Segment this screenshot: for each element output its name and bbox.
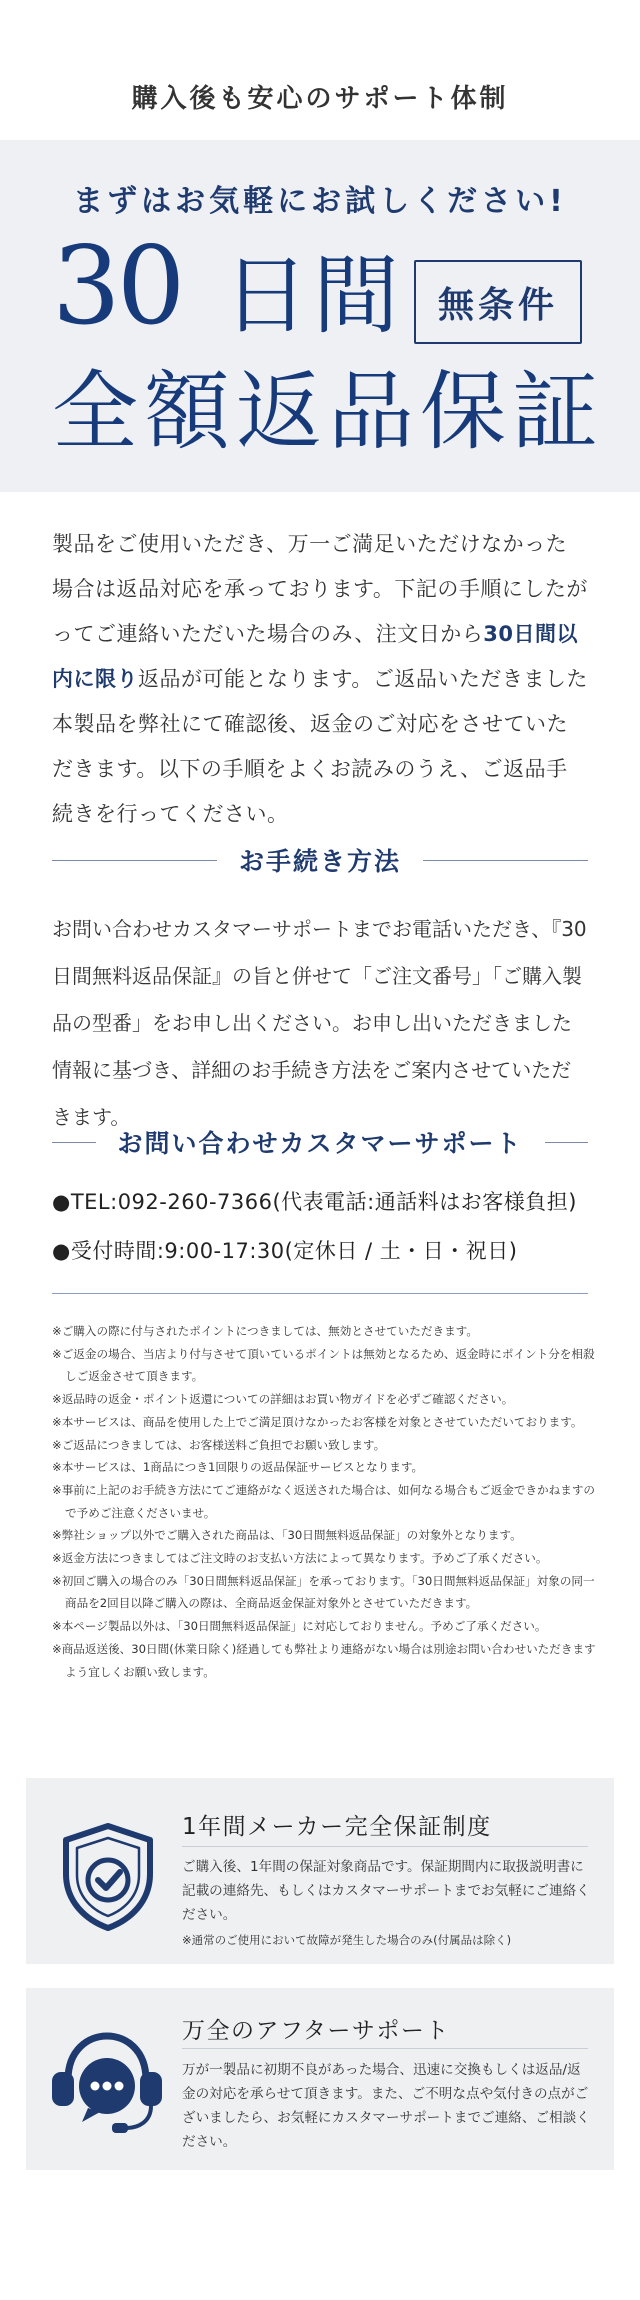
intro-text-2: 返品が可能となります。ご返品いただきました本製品を弊社にて確認後、返金のご対応をさせていただきます。以下の手順をよくお読みのうえ、ご返品手続きを行ってください。 [52, 667, 588, 826]
notes-list [52, 1320, 598, 1683]
hero-days: 日間 [223, 246, 403, 346]
hero-main-title: 全額返品保証 [52, 362, 604, 462]
procedure-heading-text: お手続き方法 [239, 847, 402, 876]
note-item: ※本ページ製品以外は、「30日間無料返品保証」に対応しておりません。予めご了承ください。 [52, 1619, 547, 1634]
procedure-text: お問い合わせカスタマーサポートまでお電話いただき、『30日間無料返品保証』の旨と併せて「ご注文番号」「ご購入製品の型番」をお申し出ください。お申し出いただきました情報に基づき、詳細のお手続き方法をご案内させていただきます。 [52, 917, 587, 1129]
intro-text-1: 製品をご使用いただき、万一ご満足いただけなかった場合は返品対応を承っております。下記の手順にしたがってご連絡いただいた場合のみ、注文日から [52, 532, 588, 646]
note-item: ※弊社ショップ以外でご購入された商品は、「30日間無料返品保証」の対象外となります。 [52, 1528, 522, 1543]
intro-highlight: 30日間以内に限り [52, 622, 578, 691]
note-item: ※商品返送後、30日間(休業日除く)経過しても弊社より連絡がない場合は別途お問い合わせいただきますよう宜しくお願い致します。 [52, 1641, 596, 1679]
warranty-title: 1年間メーカー完全保証制度 [182, 1814, 492, 1840]
note-item: ※返金方法につきましてはご注文時のお支払い方法によって異なります。予めご了承ください。 [52, 1551, 548, 1566]
support-heading [52, 1122, 588, 1162]
note-item: ※本サービスは、1商品につき1回限りの返品保証サービスとなります。 [52, 1460, 424, 1475]
heading-rule [423, 860, 588, 861]
after-support-card [26, 1988, 614, 2170]
card-separator [182, 1846, 588, 1847]
support-heading-text: お問い合わせカスタマーサポート [117, 1129, 523, 1158]
support-tel: ●TEL:092-260-7366(代表電話:通話料はお客様負担) [52, 1190, 577, 1214]
card-separator [182, 2048, 588, 2049]
procedure-heading [52, 840, 588, 880]
note-item: ※事前に上記のお手続き方法にてご連絡がなく返送された場合は、如何なる場合もご返金できかねますので予めご注意くださいませ。 [52, 1482, 596, 1520]
divider [52, 1293, 588, 1294]
after-support-title: 万全のアフターサポート [182, 2018, 450, 2044]
heading-rule [52, 1142, 96, 1143]
heading-rule [52, 860, 217, 861]
hero-subtitle: まずはお気軽にお試しください! [73, 184, 567, 219]
note-item: ※本サービスは、商品を使用した上でご満足頂けなかったお客様を対象とさせていただいております。 [52, 1414, 583, 1429]
after-support-body: 万が一製品に初期不良があった場合、迅速に交換もしくは返品/返金の対応を承らせて頂きます。また、ご不明な点や気付きの点がございましたら、お気軽にカスタマーサポートまでご連絡、ご相談ください。 [182, 2062, 590, 2150]
heading-rule [545, 1142, 589, 1143]
warranty-card [26, 1778, 614, 1964]
shield-check-icon [58, 1822, 158, 1932]
note-item: ※返品時の返金・ポイント返還についての詳細はお買い物ガイドを必ずご確認ください。 [52, 1392, 514, 1407]
page-title: 購入後も安心のサポート体制 [131, 84, 509, 114]
warranty-body: ご購入後、1年間の保証対象商品です。保証期間内に取扱説明書に記載の連絡先、もしくはカスタマーサポートまでお気軽にご連絡ください。 [182, 1859, 590, 1923]
intro-paragraph [52, 522, 588, 837]
note-item: ※ご購入の際に付与されたポイントにつきましては、無効とさせていただきます。 [52, 1324, 478, 1338]
warranty-note: ※通常のご使用において故障が発生した場合のみ(付属品は除く) [182, 1933, 512, 1947]
hero-number: 30 [52, 224, 182, 349]
headset-chat-icon [46, 2026, 168, 2138]
note-item: ※初回ご購入の場合のみ「30日間無料返品保証」を承っております。「30日間無料返品保証」対象の同一商品を2回目以降ご購入の際は、全商品返金保証対象外とさせていただきます。 [52, 1573, 595, 1611]
note-item: ※ご返品につきましては、お客様送料ご負担でお願い致します。 [52, 1437, 386, 1452]
unconditional-badge: 無条件 [414, 260, 582, 344]
support-hours: ●受付時間:9:00-17:30(定休日 / 土・日・祝日) [52, 1239, 518, 1263]
note-item: ※ご返金の場合、当店より付与させて頂いているポイントは無効となるため、返金時にポイント分を相殺しご返金させて頂きます。 [52, 1346, 595, 1384]
